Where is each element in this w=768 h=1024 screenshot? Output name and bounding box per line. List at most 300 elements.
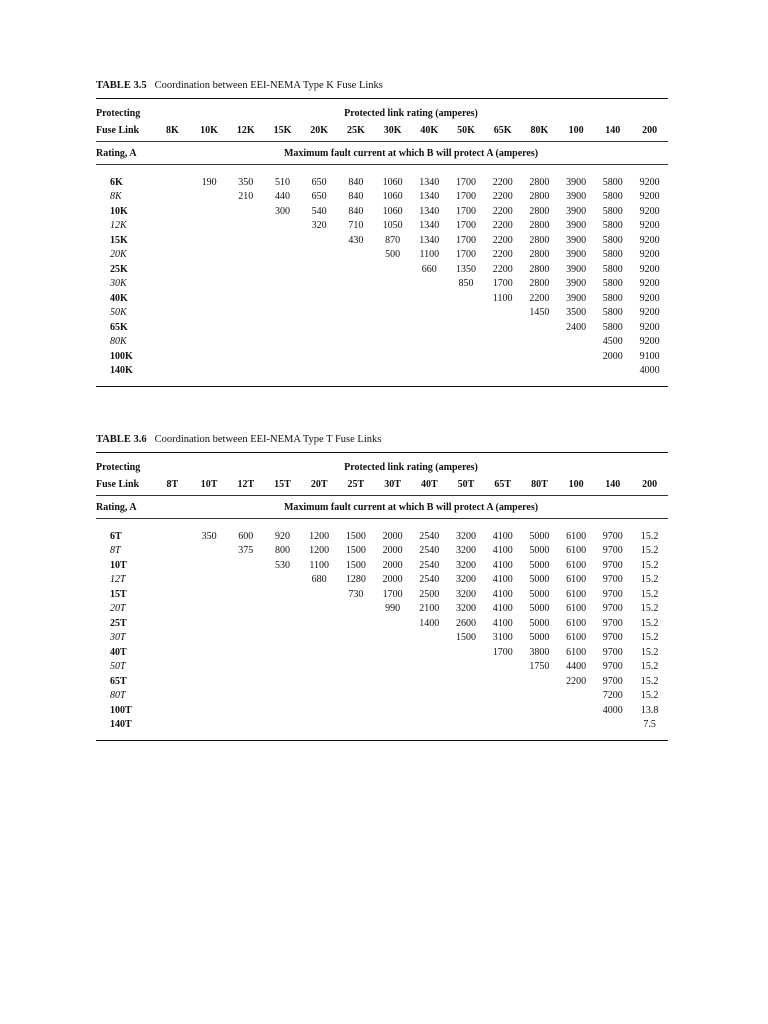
table-cell: 1340 xyxy=(419,220,440,232)
table-cell: 5800 xyxy=(602,263,623,275)
table-cell: 9700 xyxy=(602,588,623,600)
header-row-columns xyxy=(96,473,668,496)
table-cell: 3900 xyxy=(566,249,587,261)
table-cell xyxy=(484,689,521,704)
table-cell: 1700 xyxy=(455,176,476,188)
table-cell: 2800 xyxy=(529,191,550,203)
row-label: 25T xyxy=(110,617,127,629)
header-divider xyxy=(96,165,668,176)
table-cell: 9700 xyxy=(602,632,623,644)
table-cell: 9700 xyxy=(602,530,623,542)
table-body xyxy=(96,175,668,378)
table-cell xyxy=(521,718,558,733)
table-cell xyxy=(191,306,228,321)
table-cell xyxy=(154,335,191,350)
table-row xyxy=(96,660,668,675)
row-label: 8K xyxy=(110,191,122,203)
table-cell xyxy=(191,718,228,733)
table-cell: 2540 xyxy=(419,559,440,571)
table-cell xyxy=(264,631,301,646)
table-cell xyxy=(227,660,264,675)
table-row xyxy=(96,175,668,190)
table-cell xyxy=(338,320,375,335)
table-cell xyxy=(154,190,191,205)
table-cell: 3200 xyxy=(455,545,476,557)
table-cell xyxy=(264,306,301,321)
table-cell xyxy=(264,660,301,675)
table-cell: 510 xyxy=(274,176,290,188)
table-cell xyxy=(521,320,558,335)
table-cell xyxy=(411,306,448,321)
table-cell xyxy=(154,544,191,559)
table-cell: 7200 xyxy=(602,690,623,702)
table-cell: 9200 xyxy=(639,336,660,348)
table-cell: 9200 xyxy=(639,220,660,232)
table-row xyxy=(96,602,668,617)
table-cell: 2000 xyxy=(382,559,403,571)
table-cell xyxy=(301,616,338,631)
header-row-rating xyxy=(96,496,668,519)
table-cell xyxy=(338,703,375,718)
table-cell: 680 xyxy=(311,574,327,586)
table-cell: 3200 xyxy=(455,574,476,586)
table-cell xyxy=(227,573,264,588)
table-cell xyxy=(191,674,228,689)
table-cell xyxy=(484,349,521,364)
row-label: 10T xyxy=(110,559,127,571)
table-cell: 15.2 xyxy=(640,661,659,673)
table-row xyxy=(96,248,668,263)
table-cell xyxy=(411,689,448,704)
header-row-rating xyxy=(96,142,668,165)
table-cell: 840 xyxy=(348,176,364,188)
row-label: 6T xyxy=(110,530,122,542)
table-cell xyxy=(411,645,448,660)
table-cell: 1500 xyxy=(345,559,366,571)
table-cell xyxy=(227,674,264,689)
table-cell: 2200 xyxy=(492,263,513,275)
table-cell: 1340 xyxy=(419,205,440,217)
column-header: 50T xyxy=(457,478,475,490)
table-cell xyxy=(191,616,228,631)
column-header: 100 xyxy=(568,124,584,136)
table-cell: 15.2 xyxy=(640,646,659,658)
table-cell: 800 xyxy=(274,545,290,557)
table-cell xyxy=(448,320,485,335)
table-cell xyxy=(448,335,485,350)
table-row xyxy=(96,544,668,559)
table-cell xyxy=(374,645,411,660)
column-header: 140 xyxy=(605,478,621,490)
table-row xyxy=(96,204,668,219)
row-label: 100K xyxy=(110,350,133,362)
table-cell xyxy=(374,291,411,306)
table-cell: 4000 xyxy=(639,365,660,377)
table-cell: 1500 xyxy=(345,530,366,542)
table-row xyxy=(96,349,668,364)
table-cell: 375 xyxy=(238,545,254,557)
row-label: 80K xyxy=(110,336,127,348)
table-cell: 5000 xyxy=(529,632,550,644)
table-cell xyxy=(338,364,375,379)
table-cell xyxy=(448,349,485,364)
table-cell xyxy=(191,219,228,234)
table-cell: 9200 xyxy=(639,234,660,246)
table-cell xyxy=(521,335,558,350)
table-cell xyxy=(227,587,264,602)
header-protected-rating: Protected link rating (amperes) xyxy=(154,99,668,120)
table-cell: 1400 xyxy=(419,617,440,629)
table-cell xyxy=(338,660,375,675)
table-3-6 xyxy=(96,432,668,741)
table-cell xyxy=(154,320,191,335)
table-cell: 1700 xyxy=(455,191,476,203)
table-cell: 4100 xyxy=(492,617,513,629)
row-label: 40K xyxy=(110,292,128,304)
table-cell: 1700 xyxy=(492,646,513,658)
table-cell xyxy=(264,703,301,718)
table-cell xyxy=(338,718,375,733)
row-label: 30T xyxy=(110,632,126,644)
table-row xyxy=(96,703,668,718)
table-cell xyxy=(301,262,338,277)
table-cell xyxy=(558,689,595,704)
table-cell xyxy=(374,335,411,350)
column-header: 10T xyxy=(200,478,218,490)
table-cell xyxy=(448,718,485,733)
table-cell: 2600 xyxy=(455,617,476,629)
column-header: 40T xyxy=(420,478,438,490)
table-cell xyxy=(227,631,264,646)
table-cell: 350 xyxy=(201,530,217,542)
table-cell: 1200 xyxy=(309,530,330,542)
table-cell: 430 xyxy=(348,234,364,246)
table-cell: 6100 xyxy=(566,617,587,629)
table-cell: 2800 xyxy=(529,220,550,232)
table-cell: 1060 xyxy=(382,191,403,203)
table-cell xyxy=(301,703,338,718)
table-cell xyxy=(227,277,264,292)
column-header: 200 xyxy=(642,478,658,490)
table-cell xyxy=(154,262,191,277)
table-body xyxy=(96,529,668,732)
table-cell xyxy=(301,689,338,704)
table-cell xyxy=(301,320,338,335)
table-cell xyxy=(301,306,338,321)
table-cell xyxy=(338,631,375,646)
table-cell: 9200 xyxy=(639,249,660,261)
table-cell: 9700 xyxy=(602,675,623,687)
column-header: 20T xyxy=(310,478,328,490)
table-cell: 1340 xyxy=(419,176,440,188)
table-cell: 2800 xyxy=(529,205,550,217)
table-cell xyxy=(227,204,264,219)
table-cell: 2500 xyxy=(419,588,440,600)
caption-label: TABLE 3.5 xyxy=(96,80,147,91)
column-header: 50K xyxy=(457,124,475,136)
column-header: 15T xyxy=(274,478,291,490)
table-cell: 15.2 xyxy=(640,588,659,600)
table-cell xyxy=(227,718,264,733)
row-label: 50T xyxy=(110,661,126,673)
table-cell xyxy=(558,703,595,718)
table-cell xyxy=(374,674,411,689)
row-label: 65K xyxy=(110,321,128,333)
table-cell xyxy=(448,306,485,321)
table-cell: 350 xyxy=(238,176,254,188)
table-cell xyxy=(154,587,191,602)
table-cell: 5800 xyxy=(602,205,623,217)
table-cell: 3800 xyxy=(529,646,550,658)
table-cell xyxy=(594,364,631,379)
table-cell xyxy=(411,349,448,364)
table-cell: 4000 xyxy=(602,704,623,716)
column-header: 12K xyxy=(236,124,255,136)
table-cell: 5000 xyxy=(529,603,550,615)
table-cell: 5800 xyxy=(602,191,623,203)
table-cell xyxy=(484,718,521,733)
table-cell xyxy=(484,674,521,689)
table-cell xyxy=(154,291,191,306)
table-cell xyxy=(154,645,191,660)
table-cell: 1700 xyxy=(455,205,476,217)
table-cell xyxy=(154,529,191,544)
table-cell xyxy=(191,573,228,588)
table-cell xyxy=(448,364,485,379)
table-cell xyxy=(191,349,228,364)
table-cell: 15.2 xyxy=(640,530,659,542)
table-cell xyxy=(191,248,228,263)
table-cell xyxy=(264,718,301,733)
table-cell xyxy=(338,306,375,321)
table-cell xyxy=(191,233,228,248)
table-cell: 920 xyxy=(274,530,290,542)
table-cell: 2800 xyxy=(529,176,550,188)
table-cell: 2800 xyxy=(529,263,550,275)
table-cell: 1700 xyxy=(455,220,476,232)
row-label: 20K xyxy=(110,249,127,261)
table-cell xyxy=(301,277,338,292)
table-cell xyxy=(301,364,338,379)
table-cell: 2540 xyxy=(419,530,440,542)
row-label: 100T xyxy=(110,704,132,716)
table-cell: 1700 xyxy=(382,588,403,600)
table-cell: 3900 xyxy=(566,234,587,246)
table-cell xyxy=(154,364,191,379)
table-cell: 6100 xyxy=(566,603,587,615)
table-cell xyxy=(191,335,228,350)
table-cell xyxy=(264,219,301,234)
table-bottom-rule xyxy=(96,378,668,387)
table-cell xyxy=(301,660,338,675)
table-cell xyxy=(411,718,448,733)
table-cell xyxy=(154,703,191,718)
table-row xyxy=(96,320,668,335)
table-cell xyxy=(264,689,301,704)
table-row xyxy=(96,291,668,306)
row-label: 25K xyxy=(110,263,128,275)
table-cell xyxy=(301,602,338,617)
table-cell xyxy=(484,320,521,335)
table-row xyxy=(96,190,668,205)
table-cell xyxy=(227,645,264,660)
table-cell xyxy=(264,349,301,364)
table-cell xyxy=(227,689,264,704)
table-cell xyxy=(227,306,264,321)
table-cell xyxy=(154,233,191,248)
table-cell xyxy=(264,248,301,263)
table-cell xyxy=(301,248,338,263)
table-cell xyxy=(338,262,375,277)
table-row xyxy=(96,587,668,602)
table-cell xyxy=(227,703,264,718)
table-cell: 7.5 xyxy=(643,719,656,731)
table-cell xyxy=(191,291,228,306)
table-cell: 5000 xyxy=(529,559,550,571)
table-cell: 3900 xyxy=(566,220,587,232)
header-divider xyxy=(96,519,668,530)
table-cell xyxy=(411,320,448,335)
table-cell: 2200 xyxy=(492,249,513,261)
table-cell: 1700 xyxy=(492,278,513,290)
table-cell: 5000 xyxy=(529,588,550,600)
table-cell xyxy=(227,320,264,335)
table-cell: 5000 xyxy=(529,530,550,542)
table-cell: 9700 xyxy=(602,603,623,615)
table-cell: 15.2 xyxy=(640,574,659,586)
table-cell: 1100 xyxy=(492,292,513,304)
table-cell xyxy=(521,703,558,718)
column-header: 12T xyxy=(237,478,255,490)
table-cell xyxy=(191,277,228,292)
row-label: 8T xyxy=(110,545,121,557)
header-row-columns xyxy=(96,119,668,142)
column-header: 30T xyxy=(384,478,401,490)
table-row xyxy=(96,306,668,321)
table-cell: 1100 xyxy=(419,249,440,261)
table-cell xyxy=(301,587,338,602)
table-cell xyxy=(301,335,338,350)
table-cell xyxy=(338,335,375,350)
table-cell xyxy=(374,703,411,718)
table-cell xyxy=(484,364,521,379)
table-cell xyxy=(301,233,338,248)
table-row xyxy=(96,631,668,646)
coordination-table xyxy=(96,98,668,387)
table-cell: 3900 xyxy=(566,176,587,188)
table-cell: 1050 xyxy=(382,220,403,232)
table-cell: 1450 xyxy=(529,307,550,319)
table-cell: 2200 xyxy=(492,220,513,232)
table-cell: 840 xyxy=(348,191,364,203)
row-label: 20T xyxy=(110,603,126,615)
table-cell: 9200 xyxy=(639,321,660,333)
table-cell xyxy=(411,364,448,379)
table-cell: 2200 xyxy=(492,191,513,203)
table-cell: 2100 xyxy=(419,603,440,615)
table-cell: 2200 xyxy=(492,234,513,246)
table-cell: 9200 xyxy=(639,191,660,203)
column-header: 65T xyxy=(494,478,512,490)
table-cell xyxy=(191,602,228,617)
table-cell xyxy=(264,645,301,660)
table-cell xyxy=(154,718,191,733)
table-cell: 15.2 xyxy=(640,675,659,687)
table-cell xyxy=(154,689,191,704)
row-label: 140K xyxy=(110,365,133,377)
table-cell xyxy=(594,718,631,733)
column-header: 8T xyxy=(166,478,179,490)
row-label: 50K xyxy=(110,307,127,319)
row-label: 6K xyxy=(110,176,123,188)
table-cell xyxy=(411,277,448,292)
column-header: 8K xyxy=(165,124,179,136)
table-cell: 6100 xyxy=(566,559,587,571)
table-cell xyxy=(558,335,595,350)
table-cell xyxy=(227,335,264,350)
table-row xyxy=(96,573,668,588)
table-cell xyxy=(264,233,301,248)
table-cell xyxy=(191,660,228,675)
table-cell: 730 xyxy=(348,588,364,600)
table-caption xyxy=(96,78,668,98)
table-cell: 1700 xyxy=(455,234,476,246)
table-cell xyxy=(521,674,558,689)
table-cell: 4500 xyxy=(602,336,623,348)
table-cell: 840 xyxy=(348,205,364,217)
table-cell xyxy=(338,616,375,631)
table-cell xyxy=(154,602,191,617)
table-cell xyxy=(448,674,485,689)
table-cell: 870 xyxy=(385,234,401,246)
table-row xyxy=(96,529,668,544)
table-cell xyxy=(264,674,301,689)
table-cell xyxy=(191,703,228,718)
table-cell: 9700 xyxy=(602,646,623,658)
table-cell xyxy=(374,306,411,321)
table-cell xyxy=(154,204,191,219)
table-cell: 1700 xyxy=(455,249,476,261)
row-label: 30K xyxy=(110,278,127,290)
table-cell: 3900 xyxy=(566,278,587,290)
table-cell: 2800 xyxy=(529,249,550,261)
table-cell xyxy=(264,335,301,350)
table-cell: 6100 xyxy=(566,545,587,557)
table-cell xyxy=(191,544,228,559)
table-cell xyxy=(227,602,264,617)
table-cell xyxy=(154,631,191,646)
table-cell: 4100 xyxy=(492,545,513,557)
table-cell: 2800 xyxy=(529,234,550,246)
table-cell xyxy=(227,616,264,631)
table-cell xyxy=(521,689,558,704)
table-cell: 600 xyxy=(238,530,254,542)
table-cell: 1340 xyxy=(419,234,440,246)
row-label: 80T xyxy=(110,690,126,702)
table-cell: 5800 xyxy=(602,176,623,188)
table-cell: 990 xyxy=(385,603,401,615)
table-cell: 2200 xyxy=(492,205,513,217)
table-cell: 3200 xyxy=(455,588,476,600)
table-cell xyxy=(301,674,338,689)
table-cell xyxy=(191,190,228,205)
table-cell: 300 xyxy=(274,205,290,217)
table-cell: 2400 xyxy=(566,321,587,333)
table-cell xyxy=(448,703,485,718)
table-cell xyxy=(411,660,448,675)
table-3-5 xyxy=(96,78,668,387)
row-label: 12T xyxy=(110,574,126,586)
